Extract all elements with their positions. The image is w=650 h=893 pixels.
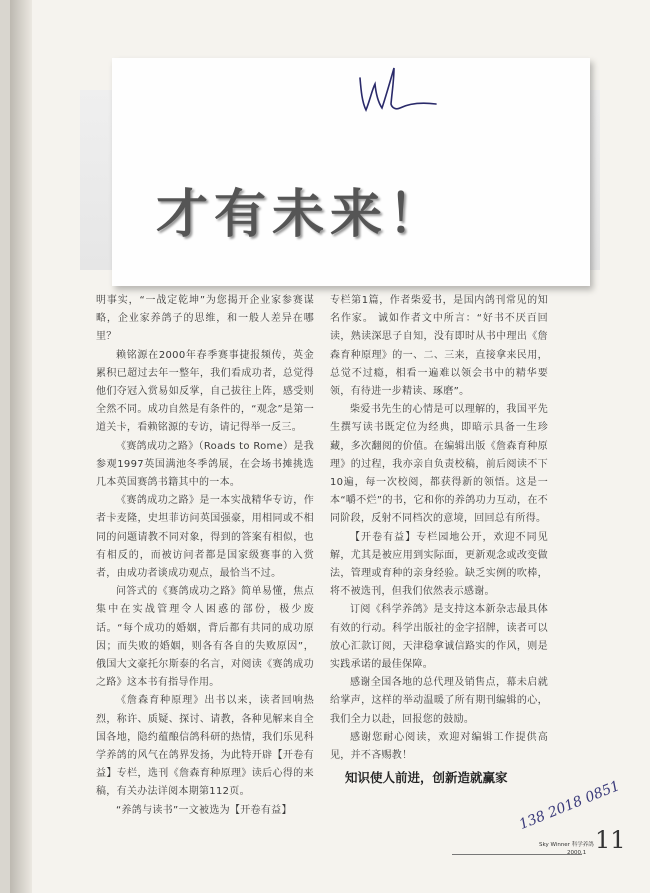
page-title: 才有未来！ [156, 184, 447, 245]
article-paragraph: 《赛鸽成功之路》（Roads to Rome）是我参观1997英国满池冬季鸽展，在会场书摊挑选几本英国赛鸽书籍其中的一本。 [96, 440, 314, 489]
article-column-right [330, 292, 548, 765]
closing-slogan: 知识使人前进，创新造就赢家 [345, 770, 508, 785]
article-paragraph: “养鸽与读书”一文被选为【开卷有益】 [116, 804, 292, 816]
article-paragraph: 专栏第1篇，作者柴爱书，是国内鸽刊常见的知名作家。 诚如作者文中所言：“好书不厌百回读，熟读深思子自知，没有即时从书中理出《詹森育种原理》的一、二、三来，直接拿来民用，总觉不过瘾，相看一遍难以领会书中的精华要领，有待进一步精读、琢磨”。 [330, 295, 548, 398]
article-paragraph: 【开卷有益】专栏园地公开，欢迎不同见解，尤其是被应用到实际面，更新观念或改变做法，管理或育种的亲身经验。缺乏实例的吹棒，将不被选刊，但我们依然表示感谢。 [330, 531, 548, 598]
magazine-page [10, 0, 650, 893]
article-paragraph: 明事实，“一战定乾坤”为您揭开企业家参赛谋略，企业家养鸽子的思维，和一般人差异在哪里？ [96, 295, 314, 343]
handwritten-number: 138 2018 0851 [517, 778, 623, 833]
article-column-left [96, 292, 314, 820]
article-paragraph: 《赛鸽成功之路》是一本实战精华专访，作者卡麦隆，史坦菲访问英国强豪，用相同或不相同的问题请教不同对象，得到的答案有相似，也有相反的，而被访问者都是国家级赛事的入赏者，由成功者谈成功观点，最恰当不过。 [96, 495, 314, 580]
article-paragraph: 订阅《科学养鸽》是支持这本新杂志最具体有效的行动。科学出版社的金字招牌，读者可以放心汇款订阅，天津稳拿诚信路实的作风，则是实践承诺的最佳保障。 [330, 604, 548, 671]
page-number: 11 [595, 826, 626, 854]
article-paragraph: 感谢全国各地的总代理及销售点，幕未启就给掌声，这样的举动温暖了所有期刊编辑的心，我们全力以赴，回报您的鼓励。 [330, 677, 548, 725]
article-paragraph: 柴爱书先生的心情是可以理解的，我国平先生撰写读书既定位为经典，即暗示具备一生珍藏，多次翻阅的价值。在编辑出版《詹森育种原理》的过程，我亦亲自负责校稿，前后阅读不下10遍，每一次校阅，都获得新的领悟。这是一本“嚼不烂”的书，它和你的养鸽功力互动，在不同阶段，反射不同档次的意境，回回总有所得。 [330, 404, 548, 525]
article-paragraph: 《詹森育种原理》出书以来，读者回响热烈，称许、质疑、探讨、请教，各种见解来自全国各地，隐约蕴酿信鸽科研的热情，我们乐见科学养鸽的风气在鸽界发扬，为此特开辟【开卷有益】专栏，选刊《詹森育种原理》读后心得的来稿，有关办法详阅本期第112页。 [96, 695, 314, 798]
article-paragraph: 问答式的《赛鸽成功之路》简单易懂，焦点集中在实战管理令人困惑的部份，极少废话。“每个成功的婚姻，背后都有共同的成功原因；而失败的婚姻，则各有各自的失败原因”，俄国大文豪托尔斯泰的名言，对阅读《赛鸽成功之路》这本书有指导作用。 [96, 586, 314, 689]
footer-divider [452, 854, 582, 855]
article-paragraph: 感谢您耐心阅读，欢迎对编辑工作提供高见，并不吝赐教！ [330, 731, 548, 762]
footer-date: 2000.1 [567, 850, 587, 856]
handwritten-signature [358, 60, 458, 120]
article-paragraph: 赖铭源在2000年春季赛事捷报频传，英金累积已超过去年一整年，我们看成功者，总觉得他们夺冠入赏易如反掌，自己拔往上阵，感受则全然不同。成功自然是有条件的，“观念”是第一道关卡，看赖铭源的专访，请记得举一反三。 [96, 349, 314, 434]
footer-brand: Sky Winner 科学养鸽 [539, 842, 594, 848]
page-binding-shadow [10, 0, 32, 893]
